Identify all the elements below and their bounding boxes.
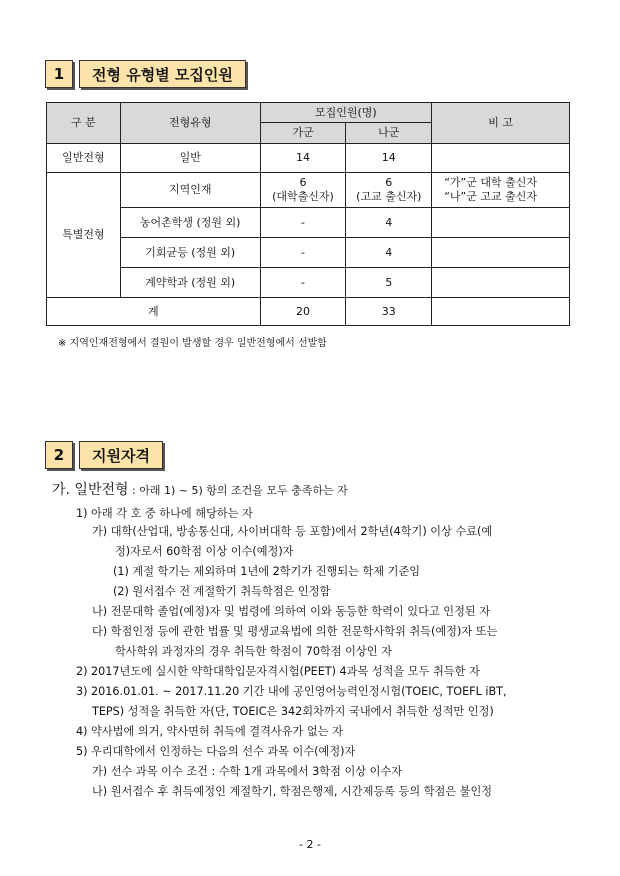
table-row xyxy=(47,298,570,326)
header-ga: 가군 xyxy=(260,123,346,144)
cell-total-na: 33 xyxy=(346,298,432,326)
qual-item-5a: 가) 선수 과목 이수 조건 : 수학 1개 과목에서 3학점 이상 이수자 xyxy=(92,765,403,778)
header-gubun: 구 분 xyxy=(47,103,121,144)
cell-general-note xyxy=(432,144,570,173)
table-row xyxy=(47,208,570,238)
section-1-title: 전형 유형별 모집인원 xyxy=(79,60,246,88)
cell-regional-na xyxy=(346,173,432,208)
regional-note-1: “가”군 대학 출신자 xyxy=(444,176,537,190)
cell-total-note xyxy=(432,298,570,326)
header-type: 전형유형 xyxy=(120,103,260,144)
header-quota: 모집인원(명) xyxy=(260,103,432,123)
qual-ga-heading xyxy=(52,479,348,499)
header-na: 나군 xyxy=(346,123,432,144)
table-row xyxy=(47,268,570,298)
cell-total-ga: 20 xyxy=(260,298,346,326)
quota-table xyxy=(46,102,570,326)
section-1-number: 1 xyxy=(45,60,73,88)
qual-item-5b: 나) 원서접수 후 취득예정인 계절학기, 학점은행제, 시간제등록 등의 학점은 불인정 xyxy=(92,785,493,798)
regional-note-2: “나”군 고교 출신자 xyxy=(444,190,537,203)
cell-equal-na: 4 xyxy=(346,238,432,268)
cell-rural-na: 4 xyxy=(346,208,432,238)
cell-rural-note xyxy=(432,208,570,238)
qual-item-3-line1: 3) 2016.01.01. ~ 2017.11.20 기간 내에 공인영어능력인정시험(TOEIC, TOEFL iBT, xyxy=(76,685,507,698)
cell-equal-ga: - xyxy=(260,238,346,268)
qual-item-2: 2) 2017년도에 실시한 약학대학입문자격시험(PEET) 4과목 성적을 모두 취득한 자 xyxy=(76,665,480,678)
table-note: ※ 지역인재전형에서 결원이 발생할 경우 일반전형에서 선발함 xyxy=(58,338,327,349)
page-number: - 2 - xyxy=(299,838,321,851)
section-2-number: 2 xyxy=(45,441,73,469)
cell-regional-note xyxy=(432,173,570,208)
table-row xyxy=(47,173,570,208)
cell-contract-ga: - xyxy=(260,268,346,298)
cell-equal-note xyxy=(432,238,570,268)
cell-rural-ga: - xyxy=(260,208,346,238)
regional-ga-value: 6 xyxy=(299,176,307,190)
qual-item-3-line2: TEPS) 성적을 취득한 자(단, TOEIC은 342회차까지 국내에서 취득한 성적만 인정) xyxy=(92,705,494,718)
qual-item-1c-line1: 다) 학점인정 등에 관한 법률 및 평생교육법에 의한 전문학사학위 취득(예정)자 또는 xyxy=(92,625,498,638)
cell-contract-na: 5 xyxy=(346,268,432,298)
cell-rural-type: 농어촌학생 (정원 외) xyxy=(120,208,260,238)
cell-regional-ga xyxy=(260,173,346,208)
qual-item-1a-line2: 정)자로서 60학점 이상 이수(예정)자 xyxy=(115,545,294,558)
cell-general-group: 일반전형 xyxy=(47,144,121,173)
cell-regional-type: 지역인재 xyxy=(120,173,260,208)
section-2-title: 지원자격 xyxy=(79,441,163,469)
qual-item-4: 4) 약사법에 의거, 약사면허 취득에 결격사유가 없는 자 xyxy=(76,725,343,738)
section-2-heading xyxy=(45,441,163,469)
cell-contract-type: 계약학과 (정원 외) xyxy=(120,268,260,298)
table-row xyxy=(47,238,570,268)
table-row xyxy=(47,144,570,173)
qual-item-1a-note2: (2) 원서접수 전 계절학기 취득학점은 인정함 xyxy=(113,585,331,598)
cell-total-label: 계 xyxy=(47,298,261,326)
qual-item-1: 1) 아래 각 호 중 하나에 해당하는 자 xyxy=(76,507,253,520)
qual-item-1a-note1: (1) 계절 학기는 제외하며 1년에 2학기가 진행되는 학제 기준임 xyxy=(113,565,421,578)
cell-general-type: 일반 xyxy=(120,144,260,173)
cell-equal-type: 기회균등 (정원 외) xyxy=(120,238,260,268)
cell-special-group: 특별전형 xyxy=(47,173,121,298)
qual-item-1a-line1: 가) 대학(산업대, 방송통신대, 사이버대학 등 포함)에서 2학년(4학기) 이상 수료(예 xyxy=(92,525,493,538)
regional-na-value: 6 xyxy=(385,176,393,190)
cell-general-ga: 14 xyxy=(260,144,346,173)
regional-ga-sub: (대학출신자) xyxy=(272,190,334,203)
qual-item-1c-line2: 학사학위 과정자의 경우 취득한 학점이 70학점 이상인 자 xyxy=(115,645,392,658)
header-note: 비 고 xyxy=(432,103,570,144)
qual-item-5: 5) 우리대학에서 인정하는 다음의 선수 과목 이수(예정)자 xyxy=(76,745,356,758)
regional-na-sub: (고교 출신자) xyxy=(356,190,422,203)
qual-item-1b: 나) 전문대학 졸업(예정)자 및 법령에 의하여 이와 동등한 학력이 있다고 인정된 자 xyxy=(92,605,491,618)
qual-ga-title: 가. 일반전형 xyxy=(52,482,129,498)
section-1-heading xyxy=(45,60,246,88)
cell-contract-note xyxy=(432,268,570,298)
cell-general-na: 14 xyxy=(346,144,432,173)
qual-ga-desc: : 아래 1) ~ 5) 항의 조건을 모두 충족하는 자 xyxy=(128,484,348,497)
